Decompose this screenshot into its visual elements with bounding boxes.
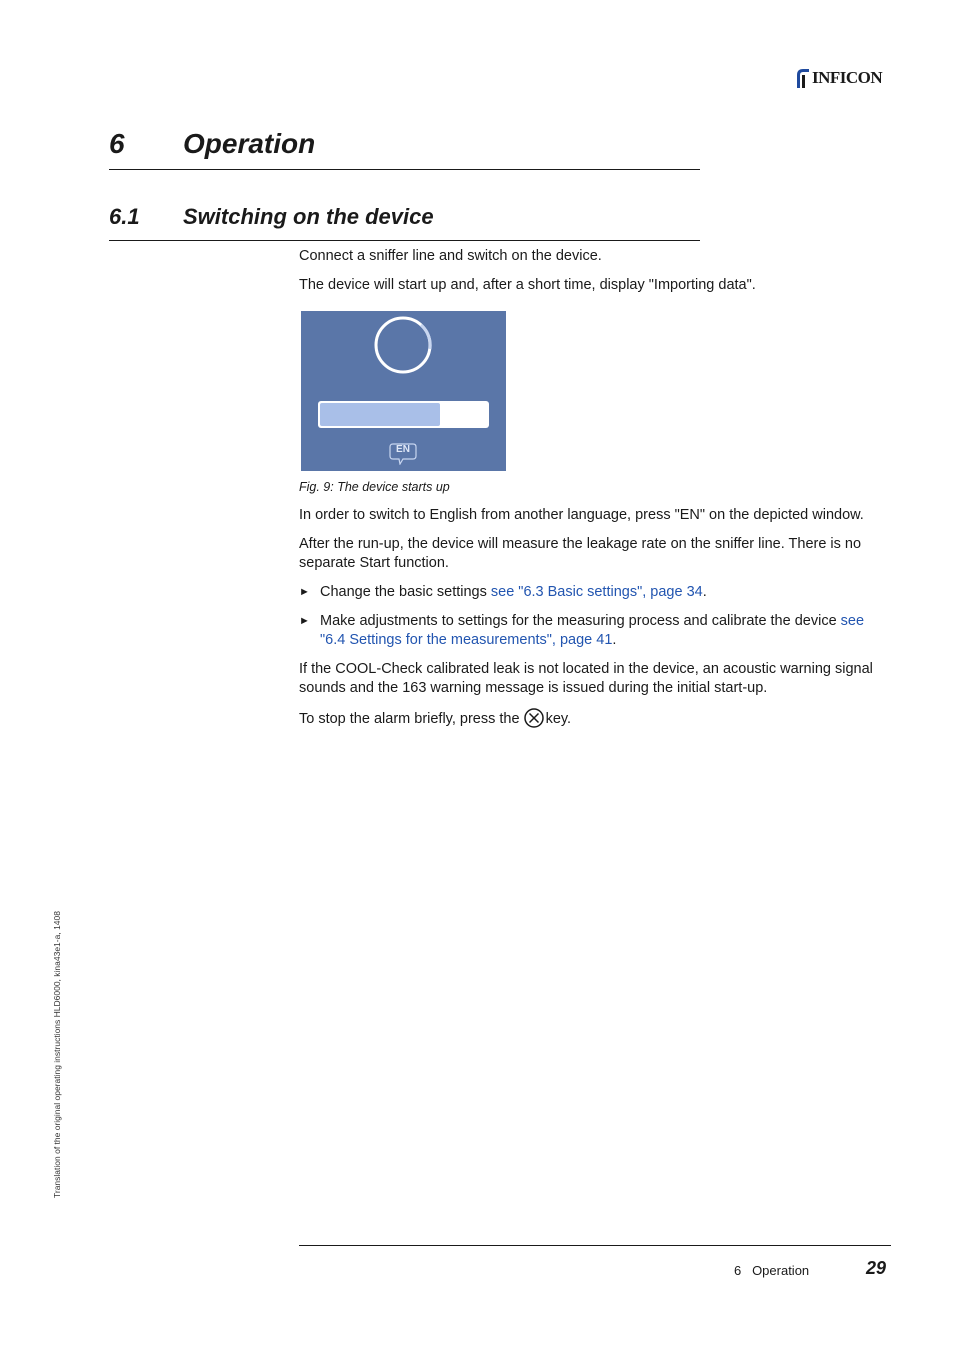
figure-caption: Fig. 9: The device starts up [299,480,450,494]
bullet-text: Make adjustments to settings for the measuring process and calibrate the device [320,613,841,629]
stop-key-icon [524,708,544,728]
logo-text: INFICON [812,68,883,87]
language-button-label: EN [396,444,410,455]
bullet-arrow-icon: ► [299,615,310,627]
section-number: 6.1 [109,204,140,229]
chapter-rule [109,169,700,170]
bullet-arrow-icon: ► [299,586,310,598]
link-measurement-settings[interactable]: see "6.4 Settings for the measurements", page 41 [320,613,865,648]
paragraph-cool-check: If the COOL-Check calibrated leak is not located in the device, an acoustic warning signal sounds and the 163 warning message is issued during the initial start-up. [299,661,873,696]
section-rule [109,240,700,241]
section-title: Switching on the device [183,204,434,229]
paragraph-startup: The device will start up and, after a short time, display "Importing data". [299,277,756,293]
bullet-measurement-settings: ► Make adjustments to settings for the measuring process and calibrate the device see "6.4 Settings for the measurements", page 41. [299,613,865,648]
inficon-logo [794,66,882,90]
chapter-number: 6 [109,128,125,159]
bullet-text: Change the basic settings [320,584,491,600]
device-startup-screen [301,311,506,471]
paragraph-stop-alarm: To stop the alarm briefly, press the key. [299,708,891,729]
paragraph-connect: Connect a sniffer line and switch on the device. [299,248,602,264]
paragraph-language: In order to switch to English from another language, press "EN" on the depicted window. [299,507,864,523]
link-basic-settings[interactable]: see "6.3 Basic settings", page 34 [490,584,703,600]
inficon-logo-icon [794,67,812,89]
chapter-title: Operation [183,128,316,159]
bullet-basic-settings: ► Change the basic settings see "6.3 Basic settings", page 34. [299,584,707,600]
page-number: 29 [866,1258,887,1278]
chapter-heading [109,128,315,160]
footer-chapter-label: 6 Operation [734,1263,810,1278]
section-heading [109,204,434,230]
progress-fill [320,403,440,426]
paragraph-runup: After the run-up, the device will measure the leakage rate on the sniffer line. There is no separate Start function. [299,536,862,571]
footer-rule [299,1245,891,1246]
document-reference: Translation of the original operating instructions HLD6000, kina43e1-a, 1408 [52,911,62,1198]
language-button[interactable] [389,443,417,461]
